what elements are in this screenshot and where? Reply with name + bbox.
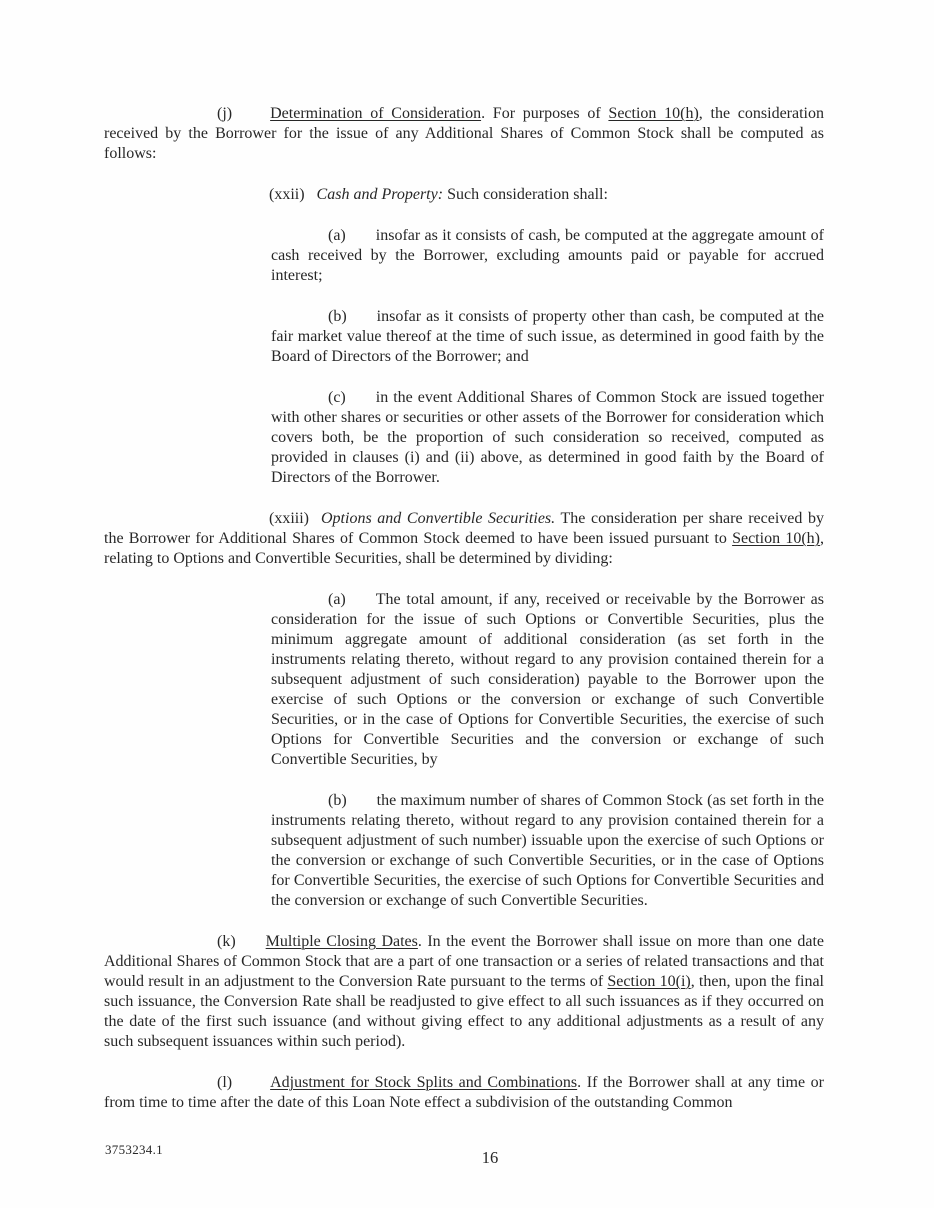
tab-space [347, 791, 377, 811]
text-run: (k) [217, 933, 236, 950]
text-run: the maximum number of shares of Common Stock (as set forth in the instruments relating thereto, without regard to any provision contained therein for a subsequent adjustment of such number) issuable upon the exercise of such Options or the conversion or exchange of such Convertible Securities, or in the case of Options for Convertible Securities, the exercise of such Options for Convertible Securities and the conversion or exchange of such Convertible Securities. [271, 792, 824, 909]
text-run: , relating to Options and Convertible Securities, shall be determined by dividing: [104, 530, 824, 567]
tab-space [232, 1073, 270, 1093]
footer-page-number: 16 [481, 1148, 499, 1167]
text-run: . For purposes of [481, 105, 609, 122]
underlined-text: Multiple Closing Dates [265, 933, 418, 950]
text-run: insofar as it consists of cash, be computed at the aggregate amount of cash received by the Borrower, excluding amounts paid or payable for accrued interest; [271, 227, 824, 284]
text-run: (b) [328, 792, 347, 809]
text-run: The total amount, if any, received or receivable by the Borrower as consideration for the issue of such Options or Convertible Securities, plus the minimum aggregate amount of additional consideration (as set forth in the instruments relating thereto, without regard to any provision contained therein for a subsequent adjustment of such consideration) payable to the Borrower upon the exercise of such Options or the conversion or exchange of such Convertible Securities, or in the case of Options for Convertible Securities, the exercise of such Options for Convertible Securities and the conversion or exchange of such Convertible Securities, by [271, 591, 824, 768]
tab-space [346, 226, 376, 246]
text-run: in the event Additional Shares of Common Stock are issued together with other shares or securities or other assets of the Borrower for consideration which covers both, be the proportion of such consideration so received, computed as provided in clauses (i) and (ii) above, as determined in good faith by the Board of Directors of the Borrower. [271, 389, 824, 486]
text-run: (c) [328, 389, 346, 406]
text-run: (a) [328, 227, 346, 244]
clause-xxii [104, 185, 824, 205]
clause-xxiii-a [271, 590, 824, 770]
underlined-text: Section 10(h) [732, 530, 820, 547]
italic-text: Cash and Property: [316, 186, 444, 203]
text-run: . In the event the Borrower shall issue on more than one date Additional Shares of Common Stock that are a part of one transaction or a series of related transactions and that would result in an adjustment to the Conversion Rate pursuant to the terms of [104, 933, 824, 990]
clause-xxii-b [271, 307, 824, 367]
text-run: The consideration per share received by the Borrower for Additional Shares of Common Stock deemed to have been issued pursuant to [104, 510, 824, 547]
underlined-text: Determination of Consideration [270, 105, 482, 122]
clause-xxii-c [271, 388, 824, 488]
text-run: (l) [217, 1074, 233, 1091]
tab-space [305, 185, 317, 205]
clause-xxiii-b [271, 791, 824, 911]
clause-k [104, 932, 824, 1052]
clause-xxii-a [271, 226, 824, 286]
underlined-text: Section 10(i) [607, 973, 691, 990]
underlined-text: Section 10(h) [608, 105, 699, 122]
text-run: (xxiii) [269, 510, 309, 527]
text-run: , the consideration received by the Borrower for the issue of any Additional Shares of Common Stock shall be computed as follows: [104, 105, 824, 162]
text-run: (a) [328, 591, 346, 608]
text-run: (b) [328, 308, 347, 325]
clause-xxiii [104, 509, 824, 569]
text-run: (j) [217, 105, 233, 122]
tab-space [309, 509, 321, 529]
tab-space [347, 307, 377, 327]
document-body [104, 104, 824, 1134]
text-run: Such consideration shall: [443, 186, 608, 203]
italic-text: Options and Convertible Securities. [321, 510, 556, 527]
footer-doc-number: 3753234.1 [105, 1142, 163, 1157]
tab-space [346, 388, 376, 408]
text-run: (xxii) [269, 186, 305, 203]
text-run: , then, upon the final such issuance, the Conversion Rate shall be readjusted to give effect to all such issuances as if they occurred on the date of the first such issuance (and without giving effect to any additional adjustments as a result of any such subsequent issuances within such period). [104, 973, 825, 1050]
clause-l [104, 1073, 824, 1113]
tab-space [346, 590, 376, 610]
tab-space [236, 932, 266, 952]
tab-space [232, 104, 270, 124]
text-run: insofar as it consists of property other than cash, be computed at the fair market value thereof at the time of such issue, as determined in good faith by the Board of Directors of the Borrower; and [271, 308, 824, 365]
underlined-text: Adjustment for Stock Splits and Combinations [270, 1074, 578, 1091]
text-run: . If the Borrower shall at any time or from time to time after the date of this Loan Note effect a subdivision of the outstanding Common [104, 1074, 824, 1111]
clause-j [104, 104, 824, 164]
